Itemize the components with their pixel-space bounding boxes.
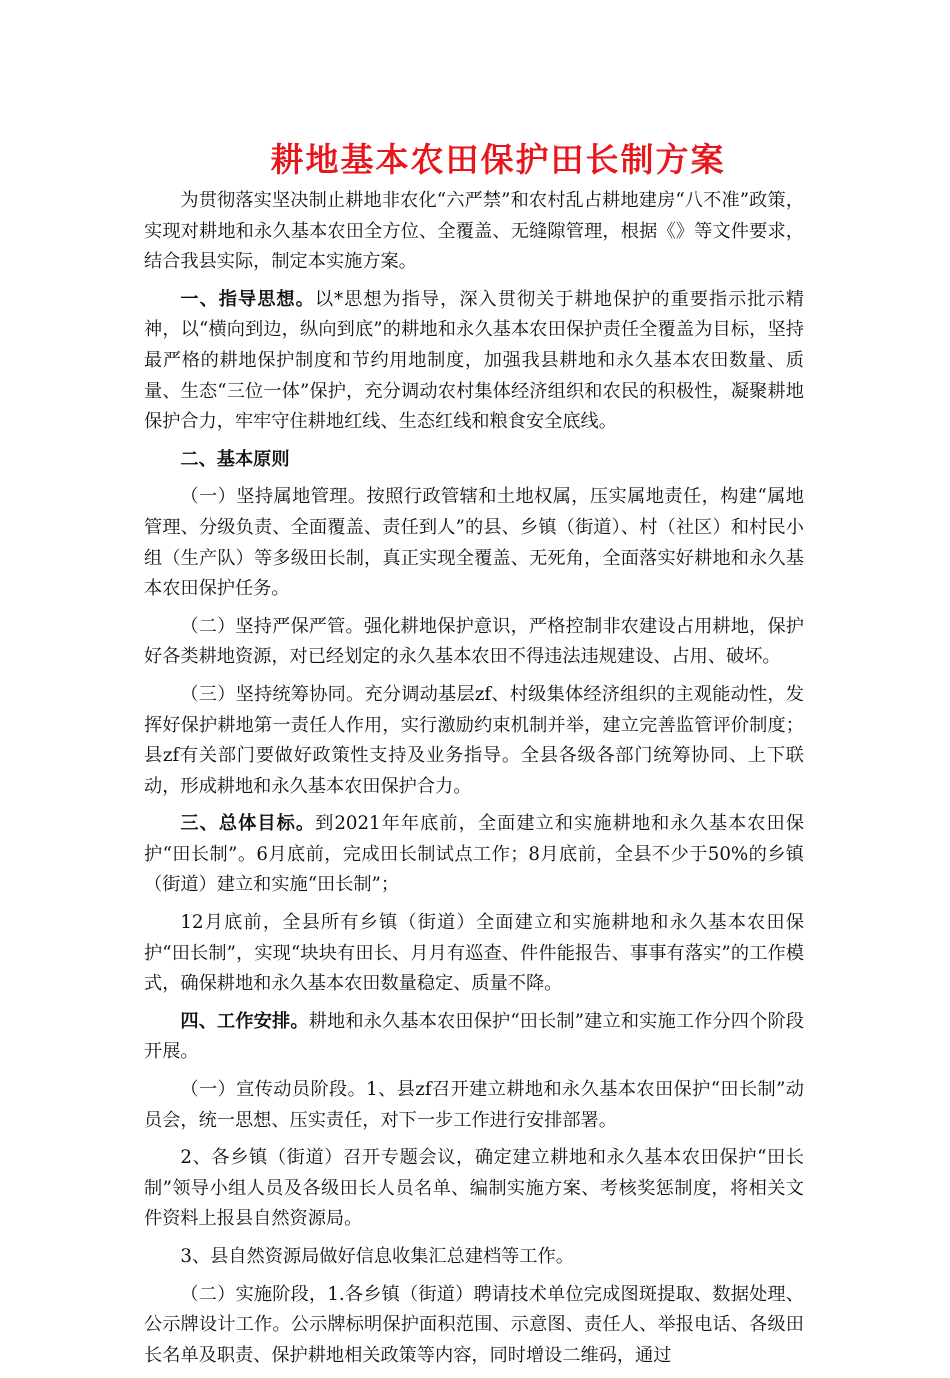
paragraph-text: 12月底前，全县所有乡镇（街道）全面建立和实施耕地和永久基本农田保护“田长制”，实现“块块有田长、月月有巡查、件件能报告、事事有落实”的工作模式，确保耕地和永久基本农田数量稳定、质量不降。: [144, 912, 804, 995]
paragraph: [144, 612, 804, 673]
paragraph-text: 到2021年年底前，全面建立和实施耕地和永久基本农田保护“田长制”。6月底前，完成田长制试点工作；8月底前，全县不少于50%的乡镇（街道）建立和实施“田长制”；: [144, 813, 804, 896]
paragraph-heading: 三、总体目标。: [180, 813, 316, 835]
paragraph: [144, 445, 804, 476]
paragraph-text: （三）坚持统筹协同。充分调动基层zf、村级集体经济组织的主观能动性，发挥好保护耕地第一责任人作用，实行激励约束机制并举，建立完善监管评价制度；县zf有关部门要做好政策性支持及业务指导。全县各级各部门统筹协同、上下联动，形成耕地和永久基本农田保护合力。: [144, 683, 804, 797]
paragraph: [144, 186, 804, 278]
paragraph-heading: 二、基本原则: [180, 448, 290, 470]
paragraph: [144, 908, 804, 1000]
paragraph-text: 3、县自然资源局做好信息收集汇总建档等工作。: [180, 1246, 574, 1267]
paragraph-text: （一）坚持属地管理。按照行政管辖和土地权属，压实属地责任，构建“属地管理、分级负责、全面覆盖、责任到人”的县、乡镇（街道）、村（社区）和村民小组（生产队）等多级田长制，真正实现全覆盖、无死角，全面落实好耕地和永久基本农田保护任务。: [144, 486, 804, 600]
paragraph-text: （二）坚持严保严管。强化耕地保护意识，严格控制非农建设占用耕地，保护好各类耕地资源，对已经划定的永久基本农田不得违法违规建设、占用、破坏。: [144, 615, 804, 668]
paragraph: [144, 1075, 804, 1136]
paragraph: [144, 1242, 804, 1273]
paragraph: [144, 1280, 804, 1372]
paragraph-heading: 四、工作安排。: [180, 1010, 309, 1032]
paragraph: [144, 1143, 804, 1235]
paragraph-text: （二）实施阶段，1.各乡镇（街道）聘请技术单位完成图斑提取、数据处理、公示牌设计工作。公示牌标明保护面积范围、示意图、责任人、举报电话、各级田长名单及职责、保护耕地相关政策等内容，同时增设二维码，通过: [144, 1283, 804, 1366]
paragraph: [144, 680, 804, 802]
paragraph-text: 2、各乡镇（街道）召开专题会议，确定建立耕地和永久基本农田保护“田长制”领导小组人员及各级田长人员名单、编制实施方案、考核奖惩制度，将相关文件资料上报县自然资源局。: [144, 1147, 804, 1230]
paragraph-text: 为贯彻落实坚决制止耕地非农化“六严禁”和农村乱占耕地建房“八不准”政策，实现对耕地和永久基本农田全方位、全覆盖、无缝隙管理，根据《》等文件要求，结合我县实际，制定本实施方案。: [144, 190, 804, 273]
paragraph-text: （一）宣传动员阶段。1、县zf召开建立耕地和永久基本农田保护“田长制”动员会，统一思想、压实责任，对下一步工作进行安排部署。: [144, 1079, 804, 1131]
paragraph-heading: 一、指导思想。: [180, 288, 315, 310]
document-title: 耕地基本农田保护田长制方案: [270, 140, 726, 179]
paragraph: [144, 809, 804, 901]
document-body: [144, 186, 804, 1378]
paragraph-text: 以*思想为指导，深入贯彻关于耕地保护的重要指示批示精神，以“横向到边，纵向到底”的耕地和永久基本农田保护责任全覆盖为目标，坚持最严格的耕地保护制度和节约用地制度，加强我县耕地和永久基本农田数量、质量、生态“三位一体”保护，充分调动农村集体经济组织和农民的积极性，凝聚耕地保护合力，牢牢守住耕地红线、生态红线和粮食安全底线。: [144, 288, 804, 433]
paragraph-text: 耕地和永久基本农田保护“田长制”建立和实施工作分四个阶段开展。: [144, 1010, 804, 1063]
paragraph: [144, 482, 804, 604]
paragraph: [144, 285, 804, 438]
paragraph: [144, 1007, 804, 1068]
